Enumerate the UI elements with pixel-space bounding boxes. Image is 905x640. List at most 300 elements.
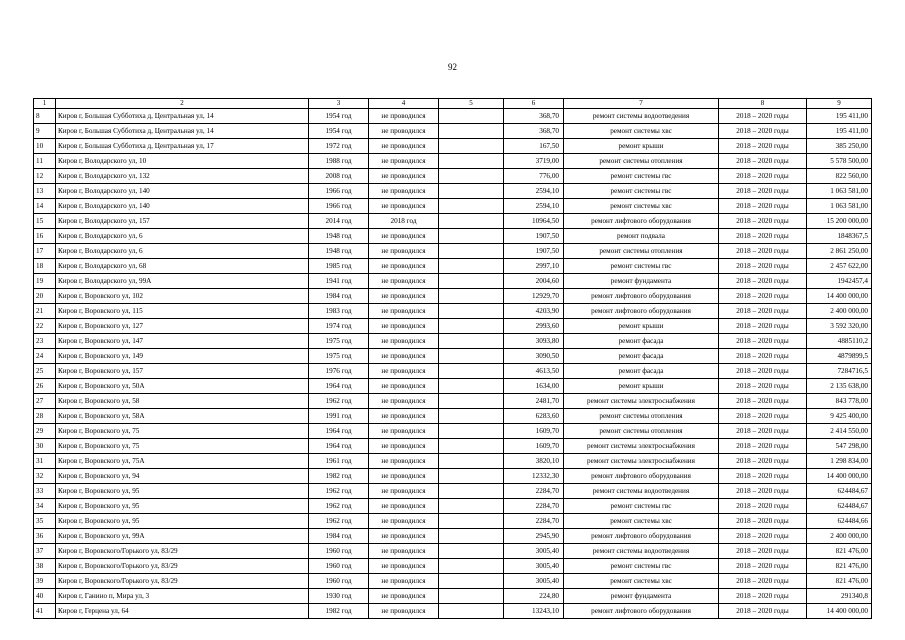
cost-cell: 5 578 500,00 <box>807 154 872 169</box>
work-type-cell: ремонт фасада <box>564 364 719 379</box>
area-cell: 3090,50 <box>504 349 564 364</box>
period-cell: 2018 – 2020 годы <box>719 544 807 559</box>
table-row <box>34 304 872 319</box>
cost-cell: 15 200 000,00 <box>807 214 872 229</box>
table-row <box>34 499 872 514</box>
empty-cell <box>439 124 504 139</box>
cost-cell: 624484,67 <box>807 484 872 499</box>
row-number: 38 <box>34 559 56 574</box>
cost-cell: 1 063 581,00 <box>807 184 872 199</box>
table-row <box>34 244 872 259</box>
work-type-cell: ремонт крыши <box>564 139 719 154</box>
column-number: 7 <box>564 99 719 109</box>
last-repair-cell: не проводился <box>369 409 439 424</box>
empty-cell <box>439 379 504 394</box>
address-cell: Киров г, Большая Субботиха д, Центральная ул, 14 <box>56 124 309 139</box>
page-number: 92 <box>448 62 457 72</box>
empty-cell <box>439 394 504 409</box>
work-type-cell: ремонт лифтового оборудования <box>564 604 719 619</box>
area-cell: 224,80 <box>504 589 564 604</box>
last-repair-cell: не проводился <box>369 304 439 319</box>
area-cell: 2284,70 <box>504 514 564 529</box>
work-type-cell: ремонт системы отопления <box>564 244 719 259</box>
build-year-cell: 1982 год <box>309 469 369 484</box>
build-year-cell: 1962 год <box>309 514 369 529</box>
work-type-cell: ремонт лифтового оборудования <box>564 214 719 229</box>
table-row <box>34 319 872 334</box>
last-repair-cell: не проводился <box>369 154 439 169</box>
cost-cell: 2 457 622,00 <box>807 259 872 274</box>
work-type-cell: ремонт системы отопления <box>564 424 719 439</box>
area-cell: 167,50 <box>504 139 564 154</box>
column-number: 9 <box>807 99 872 109</box>
row-number: 37 <box>34 544 56 559</box>
cost-cell: 14 400 000,00 <box>807 289 872 304</box>
area-cell: 3093,80 <box>504 334 564 349</box>
address-cell: Киров г, Володарского ул, 6 <box>56 244 309 259</box>
row-number: 24 <box>34 349 56 364</box>
table-row <box>34 109 872 124</box>
area-cell: 12929,70 <box>504 289 564 304</box>
build-year-cell: 1961 год <box>309 454 369 469</box>
area-cell: 3719,00 <box>504 154 564 169</box>
cost-cell: 624484,66 <box>807 514 872 529</box>
area-cell: 2004,60 <box>504 274 564 289</box>
area-cell: 1907,50 <box>504 229 564 244</box>
cost-cell: 3 592 320,00 <box>807 319 872 334</box>
work-type-cell: ремонт крыши <box>564 379 719 394</box>
row-number: 36 <box>34 529 56 544</box>
cost-cell: 385 250,00 <box>807 139 872 154</box>
row-number: 16 <box>34 229 56 244</box>
table-row <box>34 154 872 169</box>
work-type-cell: ремонт системы хвс <box>564 574 719 589</box>
empty-cell <box>439 484 504 499</box>
address-cell: Киров г, Володарского ул, 99А <box>56 274 309 289</box>
table-row <box>34 184 872 199</box>
period-cell: 2018 – 2020 годы <box>719 214 807 229</box>
area-cell: 2284,70 <box>504 499 564 514</box>
last-repair-cell: не проводился <box>369 544 439 559</box>
empty-cell <box>439 469 504 484</box>
work-type-cell: ремонт фасада <box>564 334 719 349</box>
work-type-cell: ремонт лифтового оборудования <box>564 304 719 319</box>
row-number: 10 <box>34 139 56 154</box>
empty-cell <box>439 169 504 184</box>
build-year-cell: 1966 год <box>309 184 369 199</box>
work-type-cell: ремонт системы гвс <box>564 259 719 274</box>
build-year-cell: 1960 год <box>309 574 369 589</box>
period-cell: 2018 – 2020 годы <box>719 154 807 169</box>
cost-cell: 14 400 000,00 <box>807 604 872 619</box>
area-cell: 3005,40 <box>504 559 564 574</box>
empty-cell <box>439 334 504 349</box>
last-repair-cell: не проводился <box>369 394 439 409</box>
empty-cell <box>439 514 504 529</box>
row-number: 20 <box>34 289 56 304</box>
build-year-cell: 1964 год <box>309 424 369 439</box>
column-number: 3 <box>309 99 369 109</box>
row-number: 8 <box>34 109 56 124</box>
row-number: 19 <box>34 274 56 289</box>
period-cell: 2018 – 2020 годы <box>719 574 807 589</box>
cost-cell: 624484,67 <box>807 499 872 514</box>
address-cell: Киров г, Ганино п, Мира ул, 3 <box>56 589 309 604</box>
build-year-cell: 1962 год <box>309 394 369 409</box>
period-cell: 2018 – 2020 годы <box>719 604 807 619</box>
work-type-cell: ремонт системы хвс <box>564 199 719 214</box>
last-repair-cell: не проводился <box>369 499 439 514</box>
last-repair-cell: не проводился <box>369 469 439 484</box>
area-cell: 1907,50 <box>504 244 564 259</box>
table-row <box>34 514 872 529</box>
period-cell: 2018 – 2020 годы <box>719 454 807 469</box>
work-type-cell: ремонт фундамента <box>564 274 719 289</box>
empty-cell <box>439 364 504 379</box>
last-repair-cell: не проводился <box>369 604 439 619</box>
address-cell: Киров г, Воровского ул, 58А <box>56 409 309 424</box>
work-type-cell: ремонт системы хвс <box>564 124 719 139</box>
area-cell: 2594,10 <box>504 199 564 214</box>
work-type-cell: ремонт системы гвс <box>564 499 719 514</box>
repair-schedule-table <box>33 98 872 619</box>
build-year-cell: 1982 год <box>309 604 369 619</box>
area-cell: 2594,10 <box>504 184 564 199</box>
work-type-cell: ремонт лифтового оборудования <box>564 469 719 484</box>
period-cell: 2018 – 2020 годы <box>719 514 807 529</box>
last-repair-cell: не проводился <box>369 259 439 274</box>
empty-cell <box>439 259 504 274</box>
row-number: 9 <box>34 124 56 139</box>
row-number: 27 <box>34 394 56 409</box>
empty-cell <box>439 454 504 469</box>
build-year-cell: 1948 год <box>309 244 369 259</box>
build-year-cell: 1930 год <box>309 589 369 604</box>
table-row <box>34 604 872 619</box>
last-repair-cell: не проводился <box>369 349 439 364</box>
empty-cell <box>439 289 504 304</box>
table-row <box>34 334 872 349</box>
cost-cell: 4879899,5 <box>807 349 872 364</box>
build-year-cell: 1962 год <box>309 484 369 499</box>
build-year-cell: 2014 год <box>309 214 369 229</box>
area-cell: 1609,70 <box>504 439 564 454</box>
period-cell: 2018 – 2020 годы <box>719 184 807 199</box>
last-repair-cell: не проводился <box>369 334 439 349</box>
period-cell: 2018 – 2020 годы <box>719 259 807 274</box>
row-number: 25 <box>34 364 56 379</box>
build-year-cell: 1954 год <box>309 109 369 124</box>
cost-cell: 291340,8 <box>807 589 872 604</box>
period-cell: 2018 – 2020 годы <box>719 439 807 454</box>
last-repair-cell: не проводился <box>369 589 439 604</box>
row-number: 28 <box>34 409 56 424</box>
area-cell: 2993,60 <box>504 319 564 334</box>
last-repair-cell: не проводился <box>369 454 439 469</box>
table-row <box>34 259 872 274</box>
table-row <box>34 574 872 589</box>
area-cell: 12332,30 <box>504 469 564 484</box>
empty-cell <box>439 139 504 154</box>
column-number: 6 <box>504 99 564 109</box>
cost-cell: 821 476,00 <box>807 574 872 589</box>
build-year-cell: 1983 год <box>309 304 369 319</box>
period-cell: 2018 – 2020 годы <box>719 349 807 364</box>
area-cell: 4203,90 <box>504 304 564 319</box>
work-type-cell: ремонт системы гвс <box>564 169 719 184</box>
address-cell: Киров г, Володарского ул, 140 <box>56 199 309 214</box>
area-cell: 1634,00 <box>504 379 564 394</box>
last-repair-cell: не проводился <box>369 169 439 184</box>
cost-cell: 9 425 400,00 <box>807 409 872 424</box>
table-row <box>34 484 872 499</box>
work-type-cell: ремонт системы электроснабжения <box>564 454 719 469</box>
address-cell: Киров г, Воровского/Горького ул, 83/29 <box>56 544 309 559</box>
work-type-cell: ремонт системы электроснабжения <box>564 394 719 409</box>
last-repair-cell: не проводился <box>369 559 439 574</box>
row-number: 22 <box>34 319 56 334</box>
empty-cell <box>439 349 504 364</box>
empty-cell <box>439 214 504 229</box>
last-repair-cell: не проводился <box>369 514 439 529</box>
last-repair-cell: не проводился <box>369 439 439 454</box>
period-cell: 2018 – 2020 годы <box>719 109 807 124</box>
work-type-cell: ремонт фасада <box>564 349 719 364</box>
cost-cell: 1 063 581,00 <box>807 199 872 214</box>
address-cell: Киров г, Большая Субботиха д, Центральная ул, 14 <box>56 109 309 124</box>
empty-cell <box>439 589 504 604</box>
table-row <box>34 364 872 379</box>
last-repair-cell: не проводился <box>369 379 439 394</box>
cost-cell: 2 400 000,00 <box>807 304 872 319</box>
address-cell: Киров г, Воровского ул, 102 <box>56 289 309 304</box>
empty-cell <box>439 274 504 289</box>
cost-cell: 821 476,00 <box>807 544 872 559</box>
area-cell: 3005,40 <box>504 574 564 589</box>
area-cell: 2997,10 <box>504 259 564 274</box>
empty-cell <box>439 559 504 574</box>
last-repair-cell: не проводился <box>369 124 439 139</box>
period-cell: 2018 – 2020 годы <box>719 334 807 349</box>
period-cell: 2018 – 2020 годы <box>719 169 807 184</box>
empty-cell <box>439 244 504 259</box>
last-repair-cell: не проводился <box>369 199 439 214</box>
row-number: 31 <box>34 454 56 469</box>
column-number: 5 <box>439 99 504 109</box>
empty-cell <box>439 199 504 214</box>
table-row <box>34 289 872 304</box>
empty-cell <box>439 109 504 124</box>
work-type-cell: ремонт системы водоотведения <box>564 109 719 124</box>
table-row <box>34 424 872 439</box>
row-number: 13 <box>34 184 56 199</box>
period-cell: 2018 – 2020 годы <box>719 409 807 424</box>
address-cell: Киров г, Воровского ул, 149 <box>56 349 309 364</box>
row-number: 34 <box>34 499 56 514</box>
last-repair-cell: не проводился <box>369 229 439 244</box>
cost-cell: 822 560,00 <box>807 169 872 184</box>
build-year-cell: 1966 год <box>309 199 369 214</box>
table-row <box>34 409 872 424</box>
row-number: 23 <box>34 334 56 349</box>
empty-cell <box>439 529 504 544</box>
table-row <box>34 199 872 214</box>
empty-cell <box>439 499 504 514</box>
address-cell: Киров г, Воровского ул, 95 <box>56 499 309 514</box>
empty-cell <box>439 574 504 589</box>
last-repair-cell: не проводился <box>369 184 439 199</box>
last-repair-cell: не проводился <box>369 139 439 154</box>
period-cell: 2018 – 2020 годы <box>719 274 807 289</box>
address-cell: Киров г, Воровского ул, 115 <box>56 304 309 319</box>
build-year-cell: 1984 год <box>309 529 369 544</box>
work-type-cell: ремонт системы водоотведения <box>564 544 719 559</box>
address-cell: Киров г, Воровского/Горького ул, 83/29 <box>56 574 309 589</box>
row-number: 14 <box>34 199 56 214</box>
last-repair-cell: 2018 год <box>369 214 439 229</box>
last-repair-cell: не проводился <box>369 274 439 289</box>
address-cell: Киров г, Воровского ул, 147 <box>56 334 309 349</box>
table-row <box>34 454 872 469</box>
area-cell: 2284,70 <box>504 484 564 499</box>
period-cell: 2018 – 2020 годы <box>719 289 807 304</box>
period-cell: 2018 – 2020 годы <box>719 244 807 259</box>
row-number: 30 <box>34 439 56 454</box>
build-year-cell: 1962 год <box>309 499 369 514</box>
area-cell: 4613,50 <box>504 364 564 379</box>
table-row <box>34 274 872 289</box>
work-type-cell: ремонт системы электроснабжения <box>564 439 719 454</box>
area-cell: 2945,90 <box>504 529 564 544</box>
build-year-cell: 1975 год <box>309 334 369 349</box>
period-cell: 2018 – 2020 годы <box>719 589 807 604</box>
build-year-cell: 1964 год <box>309 379 369 394</box>
build-year-cell: 1948 год <box>309 229 369 244</box>
address-cell: Киров г, Большая Субботиха д, Центральная ул, 17 <box>56 139 309 154</box>
address-cell: Киров г, Воровского ул, 75 <box>56 424 309 439</box>
build-year-cell: 1960 год <box>309 559 369 574</box>
work-type-cell: ремонт системы отопления <box>564 409 719 424</box>
table-row <box>34 214 872 229</box>
empty-cell <box>439 604 504 619</box>
address-cell: Киров г, Воровского ул, 75 <box>56 439 309 454</box>
work-type-cell: ремонт системы отопления <box>564 154 719 169</box>
period-cell: 2018 – 2020 годы <box>719 319 807 334</box>
column-number: 4 <box>369 99 439 109</box>
address-cell: Киров г, Воровского ул, 94 <box>56 469 309 484</box>
work-type-cell: ремонт системы хвс <box>564 514 719 529</box>
row-number: 15 <box>34 214 56 229</box>
cost-cell: 14 400 000,00 <box>807 469 872 484</box>
area-cell: 13243,10 <box>504 604 564 619</box>
cost-cell: 7284716,5 <box>807 364 872 379</box>
address-cell: Киров г, Володарского ул, 10 <box>56 154 309 169</box>
table-row <box>34 124 872 139</box>
table-row <box>34 169 872 184</box>
table-row <box>34 469 872 484</box>
build-year-cell: 1988 год <box>309 154 369 169</box>
table-row <box>34 439 872 454</box>
row-number: 41 <box>34 604 56 619</box>
address-cell: Киров г, Володарского ул, 132 <box>56 169 309 184</box>
build-year-cell: 1964 год <box>309 439 369 454</box>
period-cell: 2018 – 2020 годы <box>719 499 807 514</box>
address-cell: Киров г, Воровского ул, 99А <box>56 529 309 544</box>
build-year-cell: 1954 год <box>309 124 369 139</box>
period-cell: 2018 – 2020 годы <box>719 139 807 154</box>
table-row <box>34 379 872 394</box>
cost-cell: 2 861 250,00 <box>807 244 872 259</box>
empty-cell <box>439 319 504 334</box>
address-cell: Киров г, Воровского ул, 95 <box>56 514 309 529</box>
area-cell: 368,70 <box>504 124 564 139</box>
area-cell: 3820,10 <box>504 454 564 469</box>
address-cell: Киров г, Володарского ул, 6 <box>56 229 309 244</box>
build-year-cell: 1975 год <box>309 349 369 364</box>
column-number: 1 <box>34 99 56 109</box>
address-cell: Киров г, Володарского ул, 68 <box>56 259 309 274</box>
address-cell: Киров г, Володарского ул, 157 <box>56 214 309 229</box>
build-year-cell: 1941 год <box>309 274 369 289</box>
row-number: 40 <box>34 589 56 604</box>
last-repair-cell: не проводился <box>369 529 439 544</box>
period-cell: 2018 – 2020 годы <box>719 364 807 379</box>
cost-cell: 195 411,00 <box>807 124 872 139</box>
cost-cell: 821 476,00 <box>807 559 872 574</box>
empty-cell <box>439 184 504 199</box>
build-year-cell: 1960 год <box>309 544 369 559</box>
address-cell: Киров г, Воровского ул, 95 <box>56 484 309 499</box>
address-cell: Киров г, Воровского ул, 157 <box>56 364 309 379</box>
cost-cell: 1848367,5 <box>807 229 872 244</box>
work-type-cell: ремонт фундамента <box>564 589 719 604</box>
period-cell: 2018 – 2020 годы <box>719 529 807 544</box>
address-cell: Киров г, Воровского/Горького ул, 83/29 <box>56 559 309 574</box>
work-type-cell: ремонт лифтового оборудования <box>564 289 719 304</box>
row-number: 26 <box>34 379 56 394</box>
cost-cell: 843 778,00 <box>807 394 872 409</box>
last-repair-cell: не проводился <box>369 574 439 589</box>
period-cell: 2018 – 2020 годы <box>719 304 807 319</box>
build-year-cell: 1976 год <box>309 364 369 379</box>
cost-cell: 1942457,4 <box>807 274 872 289</box>
cost-cell: 2 414 550,00 <box>807 424 872 439</box>
build-year-cell: 1991 год <box>309 409 369 424</box>
area-cell: 368,70 <box>504 109 564 124</box>
last-repair-cell: не проводился <box>369 244 439 259</box>
build-year-cell: 2008 год <box>309 169 369 184</box>
last-repair-cell: не проводился <box>369 364 439 379</box>
period-cell: 2018 – 2020 годы <box>719 379 807 394</box>
cost-cell: 4885110,2 <box>807 334 872 349</box>
period-cell: 2018 – 2020 годы <box>719 229 807 244</box>
work-type-cell: ремонт системы гвс <box>564 559 719 574</box>
work-type-cell: ремонт лифтового оборудования <box>564 529 719 544</box>
row-number: 39 <box>34 574 56 589</box>
empty-cell <box>439 154 504 169</box>
row-number: 29 <box>34 424 56 439</box>
period-cell: 2018 – 2020 годы <box>719 559 807 574</box>
table-row <box>34 589 872 604</box>
area-cell: 2481,70 <box>504 394 564 409</box>
row-number: 18 <box>34 259 56 274</box>
last-repair-cell: не проводился <box>369 424 439 439</box>
period-cell: 2018 – 2020 годы <box>719 124 807 139</box>
period-cell: 2018 – 2020 годы <box>719 394 807 409</box>
work-type-cell: ремонт системы водоотведения <box>564 484 719 499</box>
cost-cell: 1 298 834,00 <box>807 454 872 469</box>
empty-cell <box>439 424 504 439</box>
